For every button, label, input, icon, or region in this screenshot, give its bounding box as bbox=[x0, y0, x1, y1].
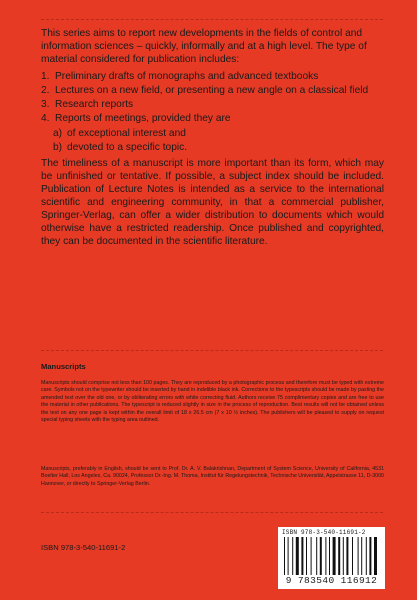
sublist-item bbox=[53, 127, 186, 140]
sublist-letter: a) bbox=[53, 128, 63, 139]
timeliness-paragraph: The timeliness of a manuscript is more important than its form, which may be unfinished or tentative. If possible, a subject index should be included. Publication of Lecture Notes is intended as a service to the international scientific and engineering community, in that a commercial publisher, Springer-Verlag, can offer a wider distribution to documents which would otherwise have a restricted readership. Once published and copyrighted, they can be documented in the scientific literature. bbox=[41, 158, 384, 247]
list-text: Lectures on a new field, or presenting a new angle on a classical field bbox=[55, 85, 369, 96]
list-item bbox=[41, 112, 384, 125]
sublist-letter: b) bbox=[53, 142, 63, 153]
list-text: Reports of meetings, provided they are bbox=[55, 113, 231, 124]
sublist-item bbox=[53, 141, 187, 154]
list-number: 4. bbox=[41, 113, 50, 124]
barcode-isbn-label: ISBN 978-3-540-11691-2 bbox=[282, 529, 366, 536]
barcode-digits: 9 783540 116912 bbox=[285, 575, 378, 586]
list-number: 1. bbox=[41, 71, 50, 82]
manuscripts-submission: Manuscripts, preferably in English, should be sent to Prof. Dr. A. V. Balakrishnan, Department of System Science, University of California, 4531 Boelter Hall, Los Angeles, Ca. 90024, Professor Dr.-Ing. M. Thoma, Institut für Regelungstechnik, Technische Universität, Appelstrasse 11, D-3000 Hannover, or directly to Springer-Verlag Berlin. bbox=[41, 466, 384, 487]
series-description: This series aims to report new developments in the fields of control and information sciences – quickly, informally and at a high level. The type of material considered for publication includes: bbox=[41, 28, 367, 65]
list-text: Preliminary drafts of monographs and advanced textbooks bbox=[55, 71, 319, 82]
list-number: 3. bbox=[41, 99, 50, 110]
list-number: 2. bbox=[41, 85, 50, 96]
isbn-text: ISBN 978-3-540-11691-2 bbox=[41, 543, 126, 552]
top-divider bbox=[41, 19, 383, 20]
sublist-text: of exceptional interest and bbox=[67, 128, 186, 139]
list-item bbox=[41, 98, 384, 111]
list-text: Research reports bbox=[55, 99, 134, 110]
barcode-panel bbox=[278, 527, 385, 589]
manuscripts-heading: Manuscripts bbox=[41, 362, 86, 371]
middle-divider bbox=[41, 350, 383, 351]
list-item bbox=[41, 84, 384, 97]
sublist-text: devoted to a specific topic. bbox=[67, 142, 188, 153]
barcode-icon bbox=[284, 537, 379, 575]
manuscripts-requirements: Manuscripts should comprise not less than 100 pages. They are reproduced by a photographic process and therefore must be typed with extreme care. Symbols not on the typewriter should be inserted by hand in indelible black ink. Corrections to the typescripts should be made by pasting the amended text over the old one, or by obliterating errors with white correcting fluid. Authors receive 75 complimentary copies and are free to use the material in other publications. The typescript is reduced slightly in size in the process of reproduction. Best results will not be obtained unless the text on any one page is kept within the overall limit of 18 x 26.5 cm (7 x 10 ½ inches). The publishers will be pleased to supply on request special typing sheets with the typing area outlined. bbox=[41, 380, 384, 424]
bottom-divider bbox=[41, 512, 383, 513]
list-item bbox=[41, 70, 384, 83]
